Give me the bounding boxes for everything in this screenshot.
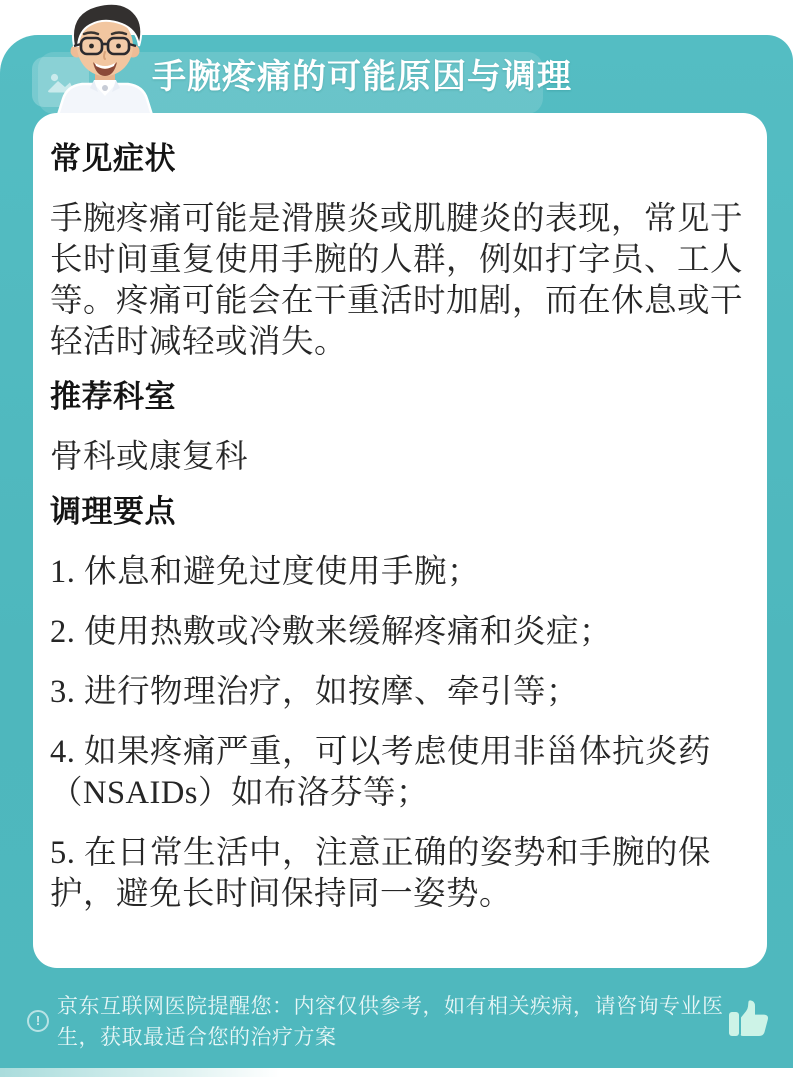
content-card — [33, 113, 767, 968]
care-point-4: 4. 如果疼痛严重，可以考虑使用非甾体抗炎药（NSAIDs）如布洛芬等； — [50, 734, 712, 811]
care-point-5: 5. 在日常生活中，注意正确的姿势和手腕的保护，避免长时间保持同一姿势。 — [50, 835, 712, 912]
thumbs-up-button[interactable] — [724, 996, 772, 1044]
page-title: 手腕疼痛的可能原因与调理 — [152, 58, 572, 96]
care-point-3: 3. 进行物理治疗，如按摩、牵引等； — [50, 674, 580, 710]
thumbs-up-icon — [725, 996, 771, 1042]
care-point-2: 2. 使用热敷或冷敷来缓解疼痛和炎症； — [50, 614, 613, 650]
care-point-1: 1. 休息和避免过度使用手腕； — [50, 554, 481, 590]
department-paragraph: 骨科或康复科 — [50, 439, 249, 475]
bottom-edge-strip — [0, 1068, 280, 1077]
doctor-avatar — [52, 0, 158, 115]
section-heading-department: 推荐科室 — [50, 379, 176, 414]
info-icon: ! — [27, 1010, 49, 1032]
disclaimer-text: 京东互联网医院提醒您：内容仅供参考，如有相关疾病，请咨询专业医生，获取最适合您的治疗方案 — [57, 995, 724, 1049]
symptoms-paragraph: 手腕疼痛可能是滑膜炎或肌腱炎的表现，常见于长时间重复使用手腕的人群，例如打字员、工人等。疼痛可能会在干重活时加剧，而在休息或干轻活时减轻或消失。 — [50, 201, 744, 360]
section-heading-care: 调理要点 — [50, 494, 176, 529]
section-heading-symptoms: 常见症状 — [50, 141, 176, 176]
